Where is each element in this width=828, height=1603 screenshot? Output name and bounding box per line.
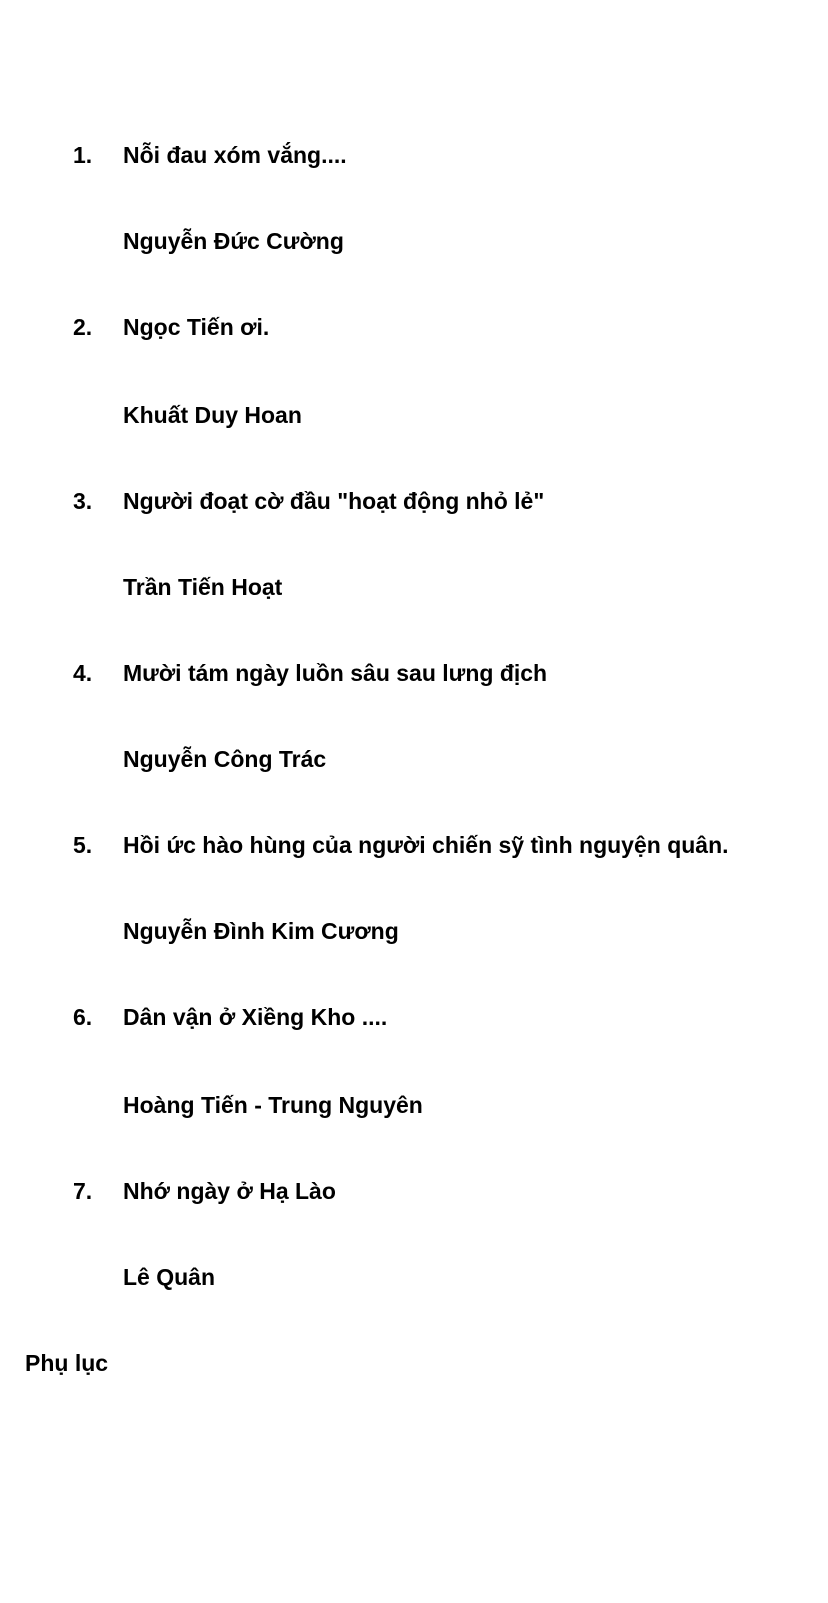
entry-author: Nguyễn Công Trác — [123, 746, 327, 772]
appendix-heading: Phụ lục — [25, 1350, 109, 1376]
entry-number: 7. — [73, 1178, 93, 1204]
entry-title: Người đoạt cờ đầu "hoạt động nhỏ lẻ" — [123, 488, 545, 514]
entry-number: 6. — [73, 1004, 93, 1030]
entry-author: Nguyễn Đình Kim Cương — [123, 918, 399, 944]
entry-title: Dân vận ở Xiềng Kho .... — [123, 1004, 388, 1030]
entry-title: Nỗi đau xóm vắng.... — [123, 142, 347, 168]
entry-number: 2. — [73, 314, 93, 340]
entry-number: 4. — [73, 660, 93, 686]
entry-title: Hồi ức hào hùng của người chiến sỹ tình nguyện quân. — [123, 832, 729, 858]
entry-number: 5. — [73, 832, 93, 858]
entry-author: Trần Tiến Hoạt — [123, 574, 283, 600]
entry-author: Khuất Duy Hoan — [123, 402, 302, 428]
entry-author: Hoàng Tiến - Trung Nguyên — [123, 1092, 423, 1118]
entry-title: Nhớ ngày ở Hạ Lào — [123, 1178, 336, 1204]
entry-author: Nguyễn Đức Cường — [123, 228, 344, 254]
entry-title: Mười tám ngày luồn sâu sau lưng địch — [123, 660, 548, 686]
entry-author: Lê Quân — [123, 1264, 216, 1290]
entry-title: Ngọc Tiến ơi. — [123, 314, 270, 340]
entry-number: 3. — [73, 488, 93, 514]
entry-number: 1. — [73, 142, 93, 168]
